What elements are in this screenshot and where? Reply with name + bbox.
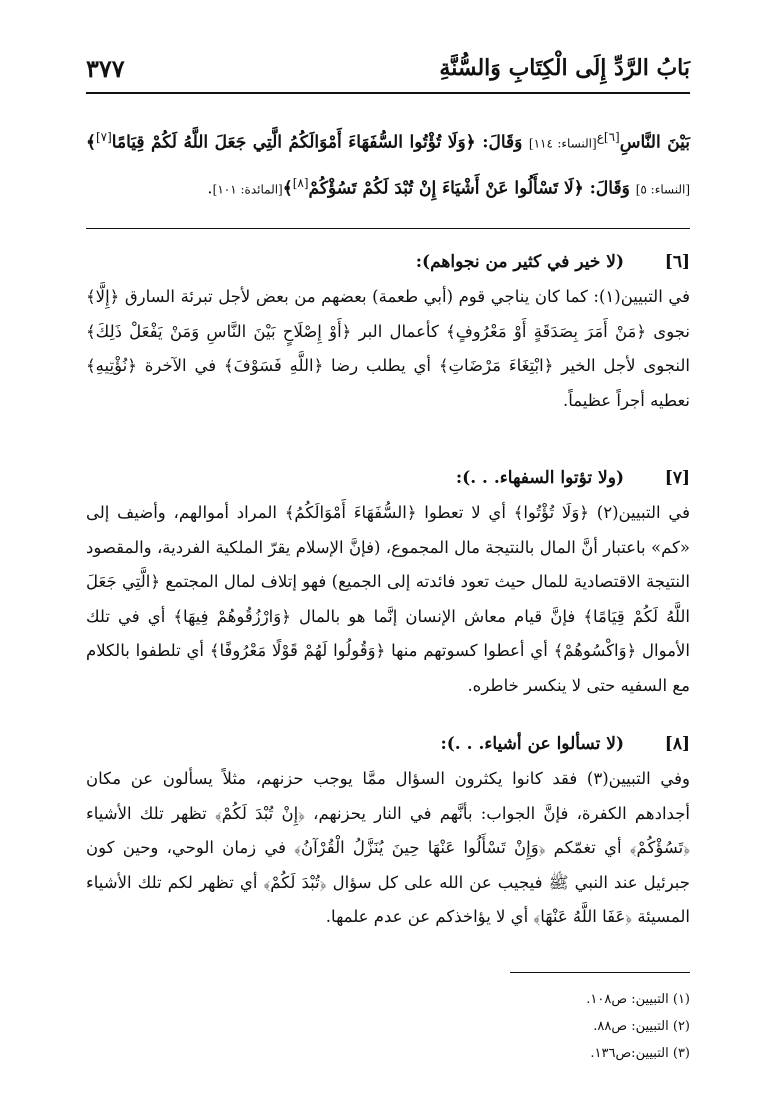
superscript-marker: ع [596, 130, 604, 144]
footnote-1: (١) التبيين: ص١٠٨. [586, 992, 690, 1007]
section-heading [86, 244, 690, 280]
commentary-section-7 [86, 460, 690, 703]
commentary-section-8 [86, 726, 690, 935]
verse-fragment: بَيْنَ النَّاسِ [619, 132, 691, 153]
section-number: [٨] [664, 734, 690, 754]
quran-main-text [86, 118, 690, 209]
footnote-rule [510, 972, 690, 973]
section-heading [86, 460, 690, 496]
section-divider [86, 228, 690, 229]
footnotes [86, 986, 690, 1067]
full-stop: . [207, 178, 213, 199]
conjunction-text: وَقَالَ: [583, 178, 636, 199]
section-body: وفي التبيين(٣) فقد كانوا يكثرون السؤال ممَّا يوجب حزنهم، مثلاً يسألون عن مكان أجدادهم الكفرة، فإنَّ الجواب: بأنَّهم في النار يحزنهم، ﴿إِنْ تُبْدَ لَكُمْ﴾ تظهر تلك الأشياء ﴿تَسُؤْكُمْ﴾ أي تغمّكم ﴿وَإِنْ تَسْأَلُوا عَنْهَا حِينَ يُنَزَّلُ الْقُرْآنُ﴾ في زمان الوحي، وحين كون جبرئيل عند النبي ﷺ فيجيب عن الله على كل سؤال ﴿تُبْدَ لَكُمْ﴾ أي تظهر لكم تلك الأشياء المسيئة ﴿عَفَا اللَّهُ عَنْهَا﴾ أي لا يؤاخذكم عن عدم علمها. [86, 769, 690, 926]
footnote-2: (٢) التبيين: ص٨٨. [593, 1019, 690, 1034]
verse-reference: [النساء: ١١٤] [528, 136, 597, 151]
verse-reference: [المائدة: ١٠١] [212, 182, 283, 197]
note-marker-7: [٧] [95, 130, 112, 144]
conjunction-text: وَقَالَ: [475, 132, 529, 153]
section-title: (لا خير في كثير من نجواهم): [415, 252, 624, 272]
section-heading [86, 726, 690, 762]
section-number: [٦] [664, 252, 690, 272]
section-body: في التبيين(١): كما كان يناجي قوم (أبي طعمة) بعضهم من بعض لأجل تبرئة السارق ﴿إِلَّا﴾ نجوى ﴿مَنْ أَمَرَ بِصَدَقَةٍ أَوْ مَعْرُوفٍ﴾ كأعمال البر ﴿أَوْ إِصْلَاحٍ بَيْنَ النَّاسِ وَمَنْ يَفْعَلْ ذَلِكَ﴾ النجوى لأجل الخير ﴿ابْتِغَاءَ مَرْضَاتِ﴾ أي يطلب رضا ﴿اللَّهِ فَسَوْفَ﴾ في الآخرة ﴿نُؤْتِيهِ﴾ نعطيه أجراً عظيماً. [86, 287, 690, 410]
footnote-3: (٣) التبيين:ص١٣٦. [590, 1046, 690, 1061]
page-number: ٣٧٧ [86, 53, 125, 83]
verse-quote: ﴿وَلَا تُؤْتُوا السُّفَهَاءَ أَمْوَالَكُمُ الَّتِي جَعَلَ اللَّهُ لَكُمْ قِيَامًا [111, 132, 476, 153]
note-marker-6: [٦] [603, 130, 620, 144]
commentary-section-6 [86, 244, 690, 418]
verse-quote: ﴿لَا تَسْأَلُوا عَنْ أَشْيَاءَ إِنْ تُبْدَ لَكُمْ تَسُؤْكُمْ [308, 178, 584, 199]
section-title: (لا تسألوا عن أشياء. . .): [440, 734, 624, 754]
verse-reference: [النساء: ٥] [635, 182, 690, 197]
section-number: [٧] [664, 468, 690, 488]
note-marker-8: [٨] [292, 175, 309, 190]
section-title: (ولا تؤتوا السفهاء. . .): [455, 468, 624, 488]
section-body: في التبيين(٢) ﴿وَلَا تُؤْتُوا﴾ أي لا تعطوا ﴿السُّفَهَاءَ أَمْوَالَكُمُ﴾ المراد أموالهم، وأضيف إلى «كم» باعتبار أنَّ المال بالنتيجة مال المجموع، (فإنَّ الإسلام يقرّ الملكية الفردية، والمقصود النتيجة الاقتصادية للمال حيث تعود فائدته إلى الجميع) فهو إتلاف لمال المجتمع ﴿الَّتِي جَعَلَ اللَّهُ لَكُمْ قِيَامًا﴾ فإنَّ قيام معاش الإنسان إنَّما هو بالمال ﴿وَارْزُقُوهُمْ فِيهَا﴾ أي في تلك الأموال ﴿وَاكْسُوهُمْ﴾ أي أعطوا كسوتهم منها ﴿وَقُولُوا لَهُمْ قَوْلًا مَعْرُوفًا﴾ أي تلطفوا بالكلام مع السفيه حتى لا ينكسر خاطره. [86, 503, 690, 695]
header-rule [86, 92, 690, 94]
running-title: بَابُ الرَّدِّ إِلَى الْكِتَابِ وَالسُّنَّةِ [439, 55, 690, 81]
verse-bracket: ﴾ [282, 178, 293, 199]
verse-bracket: ﴾ [86, 132, 96, 153]
page-header [86, 48, 690, 88]
